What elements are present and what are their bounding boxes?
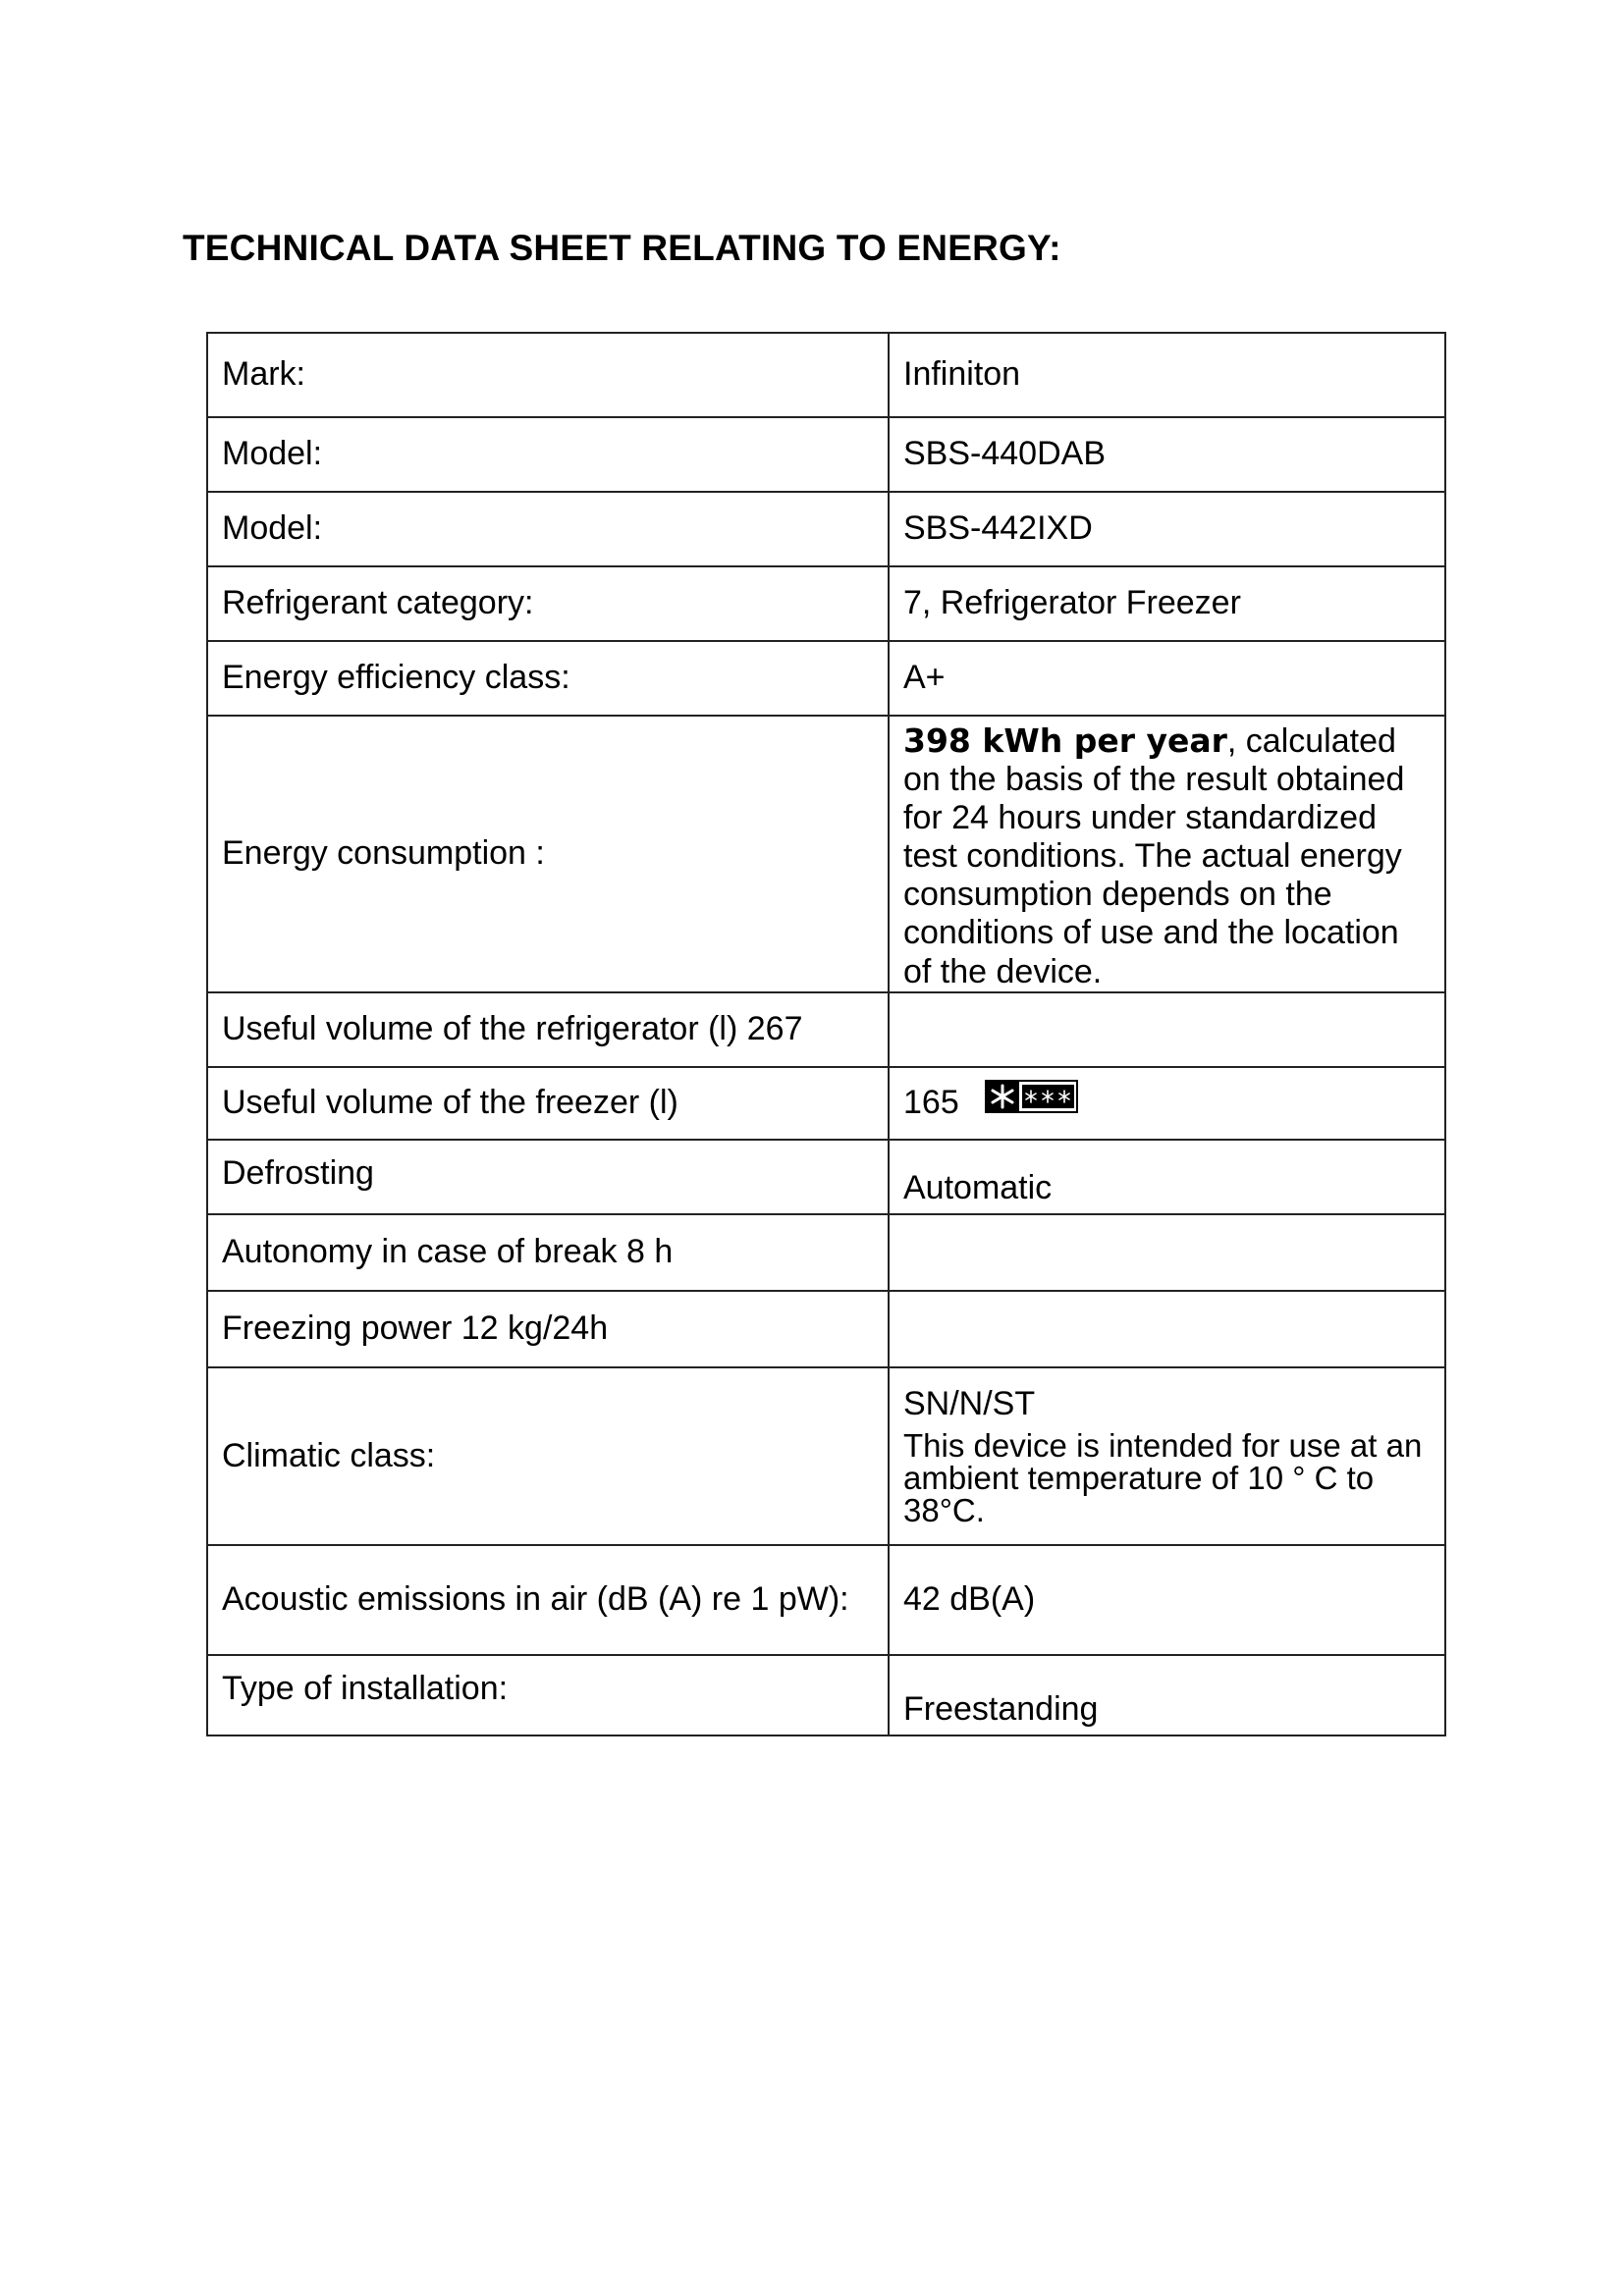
energy-consumption-label: Energy consumption : [207, 716, 889, 992]
energy-data-table [206, 332, 1446, 1736]
table-row-freezer-volume [207, 1067, 1445, 1140]
climatic-class-label: Climatic class: [207, 1367, 889, 1545]
autonomy-label: Autonomy in case of break 8 h [207, 1214, 889, 1291]
energy-class-value: A+ [889, 641, 1445, 716]
fridge-volume-value [889, 992, 1445, 1067]
table-row-fridge-volume [207, 992, 1445, 1067]
energy-consumption-amount: 398 kWh per year [903, 721, 1227, 760]
fridge-volume-label: Useful volume of the refrigerator (l) 267 [207, 992, 889, 1067]
table-row-energy-consumption [207, 716, 1445, 992]
freezer-volume-cell [889, 1067, 1445, 1140]
table-row-model-1 [207, 417, 1445, 492]
page-title: TECHNICAL DATA SHEET RELATING TO ENERGY: [183, 228, 1061, 268]
installation-label: Type of installation: [207, 1655, 889, 1735]
mark-value: Infiniton [889, 333, 1445, 417]
energy-consumption-note: , calculated on the basis of the result obtained for 24 hours under standardized test conditions. The actual energy consumption depends on the conditions of use and the location of the device. [903, 722, 1405, 990]
table-row-energy-class [207, 641, 1445, 716]
climatic-class-code: SN/N/ST [903, 1385, 1036, 1423]
defrosting-value: Automatic [889, 1140, 1445, 1214]
table-row-freezing-power [207, 1291, 1445, 1367]
installation-value: Freestanding [889, 1655, 1445, 1735]
table-row-acoustic [207, 1545, 1445, 1655]
refrigerant-category-label: Refrigerant category: [207, 566, 889, 641]
four-star-freezer-icon [985, 1080, 1078, 1122]
table-row-defrosting [207, 1140, 1445, 1214]
table-row-autonomy [207, 1214, 1445, 1291]
table-row-refrigerant-category [207, 566, 1445, 641]
model-2-value: SBS-442IXD [889, 492, 1445, 566]
acoustic-value: 42 dB(A) [889, 1545, 1445, 1655]
energy-consumption-value [889, 716, 1445, 992]
table-row-installation [207, 1655, 1445, 1735]
freezer-volume-value: 165 [903, 1084, 959, 1122]
model-1-value: SBS-440DAB [889, 417, 1445, 492]
defrosting-label: Defrosting [207, 1140, 889, 1214]
energy-class-label: Energy efficiency class: [207, 641, 889, 716]
table-row-climatic-class [207, 1367, 1445, 1545]
climatic-class-value [889, 1367, 1445, 1545]
climatic-class-description: This device is intended for use at an ambient temperature of 10 ° C to 38°C. [903, 1427, 1423, 1529]
autonomy-value [889, 1214, 1445, 1291]
table-row-model-2 [207, 492, 1445, 566]
mark-label: Mark: [207, 333, 889, 417]
freezing-power-label: Freezing power 12 kg/24h [207, 1291, 889, 1367]
table-row-mark [207, 333, 1445, 417]
model-1-label: Model: [207, 417, 889, 492]
acoustic-label: Acoustic emissions in air (dB (A) re 1 pW): [207, 1545, 889, 1655]
model-2-label: Model: [207, 492, 889, 566]
refrigerant-category-value: 7, Refrigerator Freezer [889, 566, 1445, 641]
freezing-power-value [889, 1291, 1445, 1367]
freezer-volume-label: Useful volume of the freezer (l) [207, 1067, 889, 1140]
